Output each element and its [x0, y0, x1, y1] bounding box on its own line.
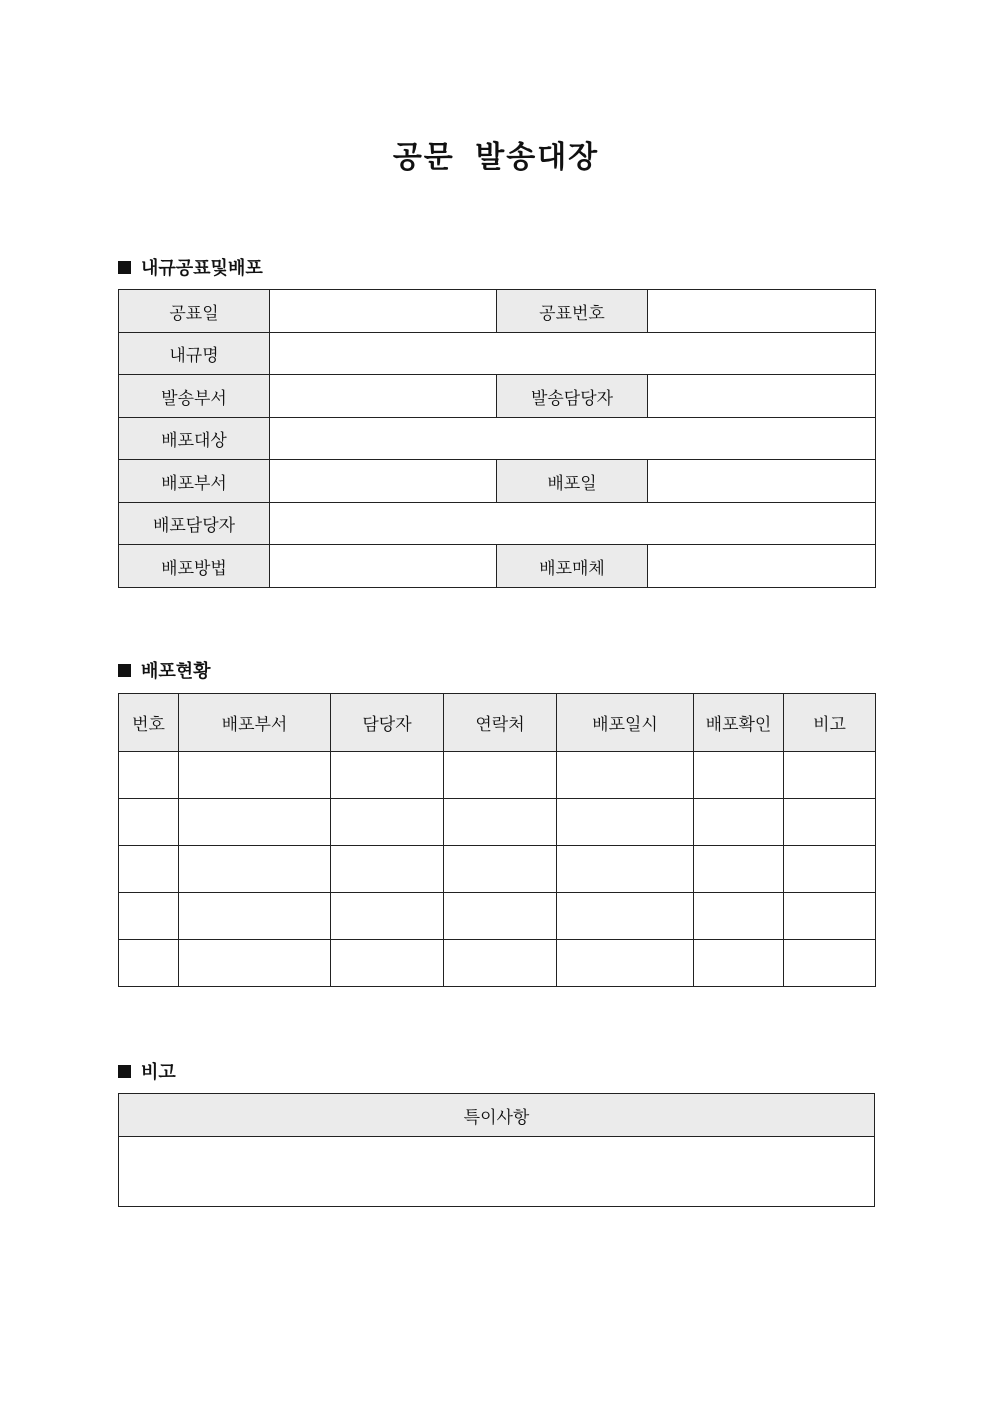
dist-date-field[interactable]: [648, 460, 876, 503]
sending-manager-field[interactable]: [648, 375, 876, 418]
announce-date-field[interactable]: [270, 290, 497, 333]
announce-number-field[interactable]: [648, 290, 876, 333]
announce-date-label: 공표일: [119, 290, 270, 333]
sending-manager-label: 발송담당자: [497, 375, 648, 418]
table-row: [119, 1137, 875, 1207]
dist-dept-cell[interactable]: [179, 846, 331, 893]
table-header-row: [119, 1094, 875, 1137]
special-notes-field[interactable]: [119, 1137, 875, 1207]
contact-cell[interactable]: [444, 893, 557, 940]
column-header-contact: 연락처: [444, 694, 557, 752]
number-cell[interactable]: [119, 940, 179, 987]
column-header-manager: 담당자: [331, 694, 444, 752]
section-heading-label: 비고: [141, 1062, 176, 1083]
table-row: [119, 846, 876, 893]
dist-confirm-cell[interactable]: [694, 846, 784, 893]
manager-cell[interactable]: [331, 846, 444, 893]
dist-manager-field[interactable]: [270, 503, 876, 545]
table-row: [119, 333, 876, 375]
dist-datetime-cell[interactable]: [557, 893, 694, 940]
contact-cell[interactable]: [444, 846, 557, 893]
section-heading-distribution-status: [118, 657, 211, 683]
remarks-table: [118, 1093, 875, 1207]
number-cell[interactable]: [119, 799, 179, 846]
number-cell[interactable]: [119, 846, 179, 893]
dist-confirm-cell[interactable]: [694, 799, 784, 846]
sending-dept-label: 발송부서: [119, 375, 270, 418]
rule-name-field[interactable]: [270, 333, 876, 375]
manager-cell[interactable]: [331, 940, 444, 987]
remarks-cell[interactable]: [784, 846, 876, 893]
contact-cell[interactable]: [444, 940, 557, 987]
dist-datetime-cell[interactable]: [557, 799, 694, 846]
dist-datetime-cell[interactable]: [557, 846, 694, 893]
section-heading-remarks: [118, 1058, 176, 1084]
column-header-number: 번호: [119, 694, 179, 752]
internal-rules-table: [118, 289, 876, 588]
dist-dept-cell[interactable]: [179, 940, 331, 987]
square-bullet-icon: [118, 664, 131, 677]
dist-datetime-cell[interactable]: [557, 752, 694, 799]
manager-cell[interactable]: [331, 752, 444, 799]
announce-number-label: 공표번호: [497, 290, 648, 333]
dist-method-label: 배포방법: [119, 545, 270, 588]
table-row: [119, 290, 876, 333]
section-heading-label: 배포현황: [141, 661, 211, 682]
remarks-cell[interactable]: [784, 893, 876, 940]
table-row: [119, 418, 876, 460]
dist-dept-cell[interactable]: [179, 752, 331, 799]
number-cell[interactable]: [119, 893, 179, 940]
dist-method-field[interactable]: [270, 545, 497, 588]
page-title: 공문 발송대장: [392, 140, 600, 175]
section-heading-internal-rules: [118, 254, 263, 280]
dist-confirm-cell[interactable]: [694, 940, 784, 987]
table-header-row: [119, 694, 876, 752]
square-bullet-icon: [118, 261, 131, 274]
manager-cell[interactable]: [331, 893, 444, 940]
distribution-status-table: [118, 693, 876, 987]
contact-cell[interactable]: [444, 799, 557, 846]
column-header-remarks: 비고: [784, 694, 876, 752]
dist-dept-cell[interactable]: [179, 893, 331, 940]
manager-cell[interactable]: [331, 799, 444, 846]
dist-target-field[interactable]: [270, 418, 876, 460]
table-row: [119, 375, 876, 418]
dist-manager-label: 배포담당자: [119, 503, 270, 545]
dist-dept-label: 배포부서: [119, 460, 270, 503]
dist-datetime-cell[interactable]: [557, 940, 694, 987]
number-cell[interactable]: [119, 752, 179, 799]
table-row: [119, 503, 876, 545]
column-header-dist-dept: 배포부서: [179, 694, 331, 752]
dist-confirm-cell[interactable]: [694, 893, 784, 940]
contact-cell[interactable]: [444, 752, 557, 799]
section-heading-label: 내규공표및배포: [141, 258, 263, 279]
table-row: [119, 752, 876, 799]
remarks-cell[interactable]: [784, 752, 876, 799]
table-row: [119, 545, 876, 588]
column-header-dist-datetime: 배포일시: [557, 694, 694, 752]
dist-media-label: 배포매체: [497, 545, 648, 588]
table-row: [119, 460, 876, 503]
dist-dept-cell[interactable]: [179, 799, 331, 846]
table-row: [119, 893, 876, 940]
table-row: [119, 799, 876, 846]
dist-date-label: 배포일: [497, 460, 648, 503]
remarks-cell[interactable]: [784, 940, 876, 987]
square-bullet-icon: [118, 1065, 131, 1078]
sending-dept-field[interactable]: [270, 375, 497, 418]
rule-name-label: 내규명: [119, 333, 270, 375]
dist-confirm-cell[interactable]: [694, 752, 784, 799]
remarks-cell[interactable]: [784, 799, 876, 846]
dist-target-label: 배포대상: [119, 418, 270, 460]
dist-dept-field[interactable]: [270, 460, 497, 503]
dist-media-field[interactable]: [648, 545, 876, 588]
special-notes-header: 특이사항: [119, 1094, 875, 1137]
table-row: [119, 940, 876, 987]
column-header-dist-confirm: 배포확인: [694, 694, 784, 752]
